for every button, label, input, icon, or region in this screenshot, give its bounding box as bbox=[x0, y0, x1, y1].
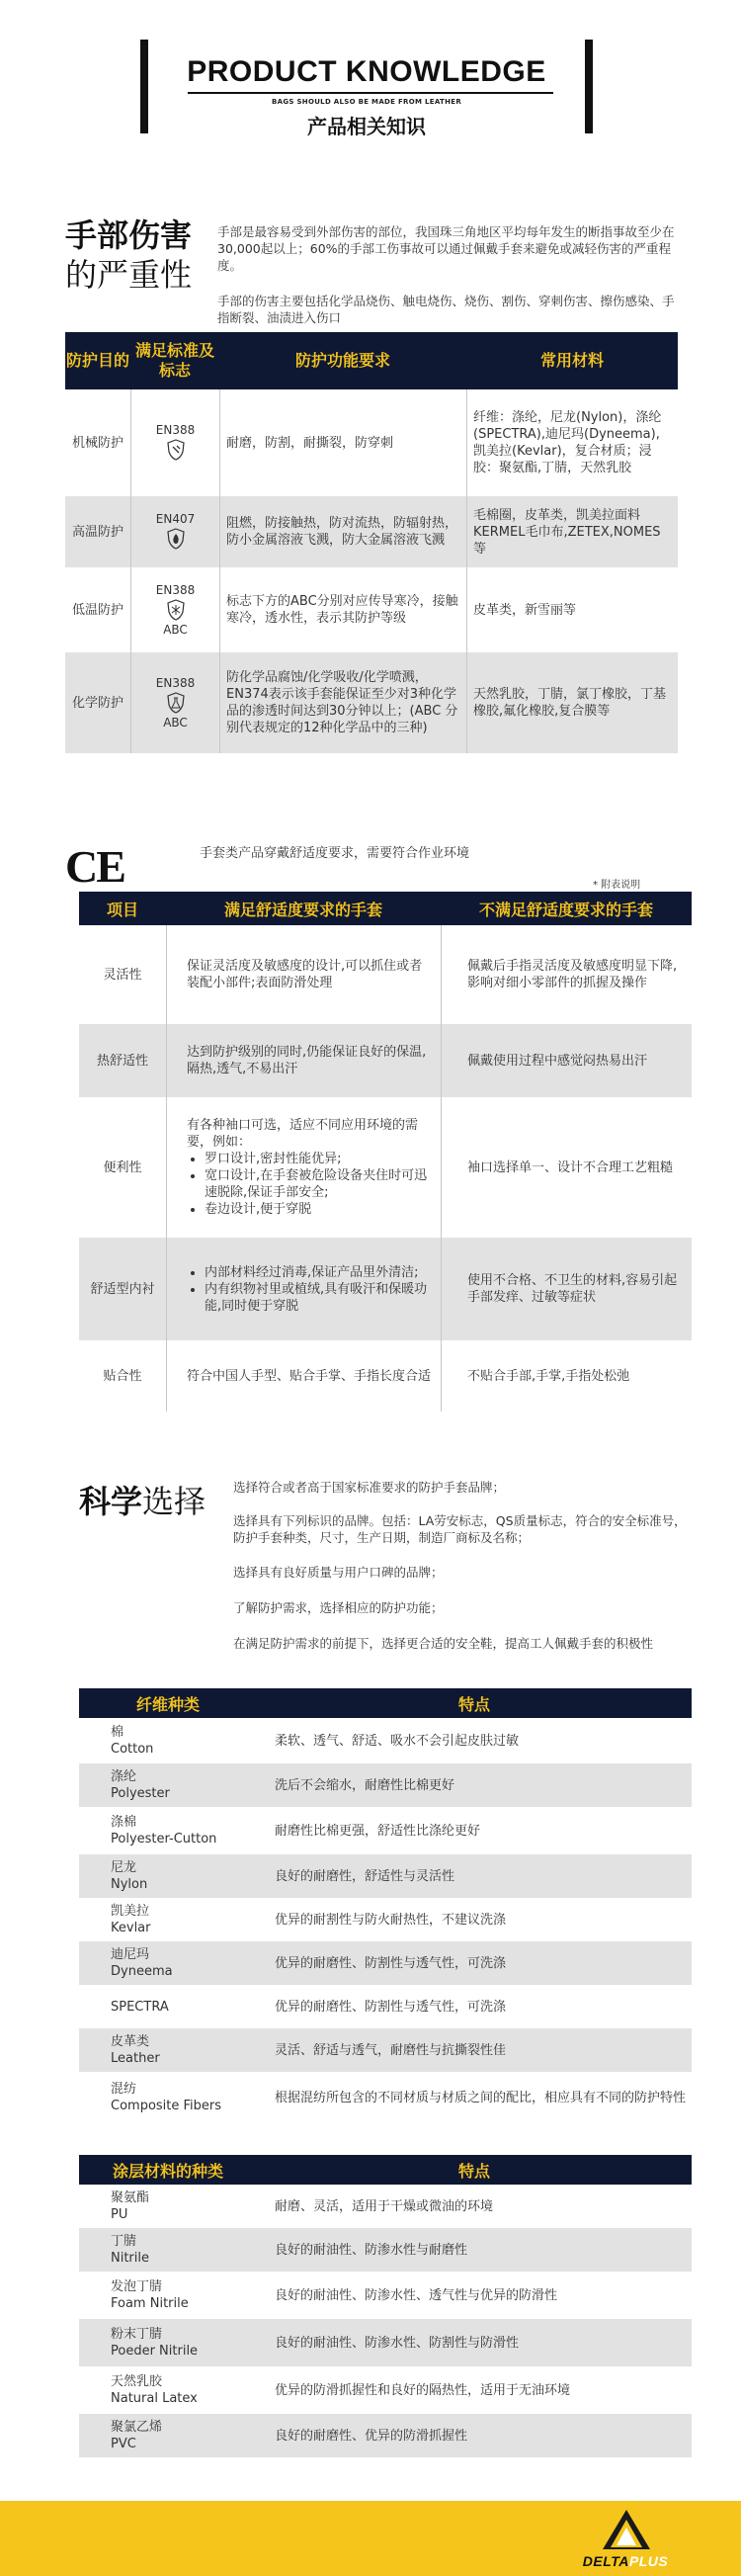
table-row bbox=[79, 1718, 692, 1763]
good-text: 达到防护级别的同时,仍能保证良好的保温,隔热,透气,不易出汗 bbox=[187, 1045, 427, 1076]
feature-cell: 优异的耐磨性、防割性与透气性，可洗涤 bbox=[275, 1999, 507, 2015]
item-cell: 舒适型内衬 bbox=[90, 1281, 155, 1297]
feature-cell: 优异的耐磨性、防割性与透气性，可洗涤 bbox=[275, 1955, 507, 1971]
bad-cell: 佩戴后手指灵活度及敏感度明显下降,影响对细小零部件的抓握及操作 bbox=[441, 925, 692, 1024]
type-name-en: Polyester-Cutton bbox=[111, 1832, 217, 1846]
type-name-cn: 粉末丁腈 bbox=[111, 2327, 163, 2342]
section2-note: * 附表说明 bbox=[593, 880, 641, 891]
type-cell bbox=[79, 2272, 257, 2319]
type-name-en: Dyneema bbox=[111, 1964, 173, 1979]
standard-cell bbox=[130, 496, 219, 567]
good-bullet: • 卷边设计,便于穿脱 bbox=[205, 1201, 433, 1218]
table-row bbox=[79, 2414, 692, 2457]
page-header bbox=[0, 0, 741, 148]
table-row bbox=[79, 1238, 692, 1340]
section3-paragraph: 了解防护需求，选择相应的防护功能； bbox=[233, 1600, 444, 1615]
standard-code: EN388 bbox=[155, 423, 196, 437]
type-cell bbox=[79, 1718, 257, 1763]
good-cell bbox=[166, 1340, 441, 1412]
section3-paragraph: 选择符合或者高于国家标准要求的防护手套品牌； bbox=[233, 1480, 506, 1495]
section1-paragraph-2: 手部的伤害主要包括化学品烧伤、触电烧伤、烧伤、割伤、穿刺伤害、擦伤感染、手指断裂、油渍进入伤口 bbox=[217, 294, 675, 325]
purpose-cell: 高温防护 bbox=[71, 524, 124, 540]
table-header bbox=[65, 332, 678, 389]
table-row bbox=[79, 2185, 692, 2228]
requirement-cell: 标志下方的ABC分别对应传导寒冷，接触寒冷，透水性，表示其防护等级 bbox=[219, 567, 466, 652]
header-cell: 特点 bbox=[457, 2161, 490, 2181]
section1-title-light: 的严重性 bbox=[65, 256, 193, 294]
type-name-en: Leather bbox=[111, 2051, 160, 2066]
feature-cell: 耐磨、灵活，适用于干燥或微油的环境 bbox=[275, 2198, 494, 2214]
requirement-cell: 耐磨，防割，耐撕裂，防穿刺 bbox=[219, 389, 466, 496]
type-name-cn: 发泡丁腈 bbox=[111, 2279, 163, 2294]
fiber-table bbox=[79, 1688, 692, 2123]
good-cell bbox=[166, 925, 441, 1024]
type-name-en: Poeder Nitrile bbox=[111, 2344, 199, 2359]
comfort-table bbox=[79, 892, 692, 1412]
type-name-en: SPECTRA bbox=[111, 1999, 169, 2015]
feature-cell: 良好的耐磨性，舒适性与灵活性 bbox=[275, 1868, 455, 1884]
good-cell bbox=[166, 1024, 441, 1097]
good-bullet: • 罗口设计,密封性能优异; bbox=[205, 1151, 433, 1167]
table-row bbox=[65, 389, 678, 496]
coating-table bbox=[79, 2155, 692, 2457]
type-name-cn: 天然乳胶 bbox=[111, 2374, 163, 2389]
table-row bbox=[79, 1898, 692, 1941]
type-name-en: Nitrile bbox=[111, 2251, 149, 2266]
requirement-cell: 阻燃，防接触热，防对流热，防辐射热，防小金属溶液飞溅，防大金属溶液飞溅 bbox=[219, 496, 466, 567]
header-cell: 不满足舒适度要求的手套 bbox=[478, 900, 653, 919]
type-name-en: Natural Latex bbox=[111, 2391, 198, 2406]
shield-snowflake-icon bbox=[166, 599, 186, 621]
section3-paragraph: 选择具有下列标识的品牌。包括：LA劳安标志，QS质量标志，符合的安全标准号，防护手套种类，尺寸，生产日期，制造厂商标及名称； bbox=[233, 1513, 687, 1545]
good-text: 符合中国人手型、贴合手掌、手指长度合适 bbox=[187, 1368, 432, 1384]
table-row bbox=[65, 652, 678, 753]
bad-cell: 佩戴使用过程中感觉闷热易出汗 bbox=[441, 1024, 692, 1097]
feature-cell: 优异的防滑抓握性和良好的隔热性，适用于无油环境 bbox=[275, 2382, 571, 2398]
feature-cell: 洗后不会缩水，耐磨性比棉更好 bbox=[275, 1777, 455, 1793]
table-row bbox=[79, 1340, 692, 1412]
feature-cell: 灵活、舒适与透气，耐磨性与抗撕裂性佳 bbox=[275, 2042, 507, 2058]
section1-paragraph-1: 手部是最容易受到外部伤害的部位，我国珠三角地区平均每年发生的断指事故至少在30,000起以上；60%的手部工伤事故可以通过佩戴手套来避免或减轻伤害的严重程度。 bbox=[217, 224, 675, 273]
section1-title-bold: 手部伤害 bbox=[65, 216, 193, 254]
standard-cell bbox=[130, 389, 219, 496]
type-cell bbox=[79, 2319, 257, 2366]
type-cell bbox=[79, 2028, 257, 2072]
good-text: 有各种袖口可选，适应不同应用环境的需要，例如： bbox=[187, 1118, 419, 1150]
type-name-en: Foam Nitrile bbox=[111, 2296, 189, 2311]
feature-cell: 柔软、透气、舒适、吸水不会引起皮肤过敏 bbox=[275, 1733, 520, 1749]
type-cell bbox=[79, 1854, 257, 1898]
bad-cell: 袖口选择单一、设计不合理工艺粗糙 bbox=[441, 1097, 692, 1238]
type-name-cn: 聚氨酯 bbox=[111, 2190, 150, 2205]
table-row bbox=[79, 2319, 692, 2366]
header-divider bbox=[188, 92, 553, 94]
table-row bbox=[79, 1807, 692, 1854]
feature-cell: 优异的耐割性与防火耐热性，不建议洗涤 bbox=[275, 1912, 507, 1928]
table-row bbox=[79, 1854, 692, 1898]
type-cell bbox=[79, 2228, 257, 2272]
type-name-cn: 涤纶 bbox=[111, 1769, 137, 1784]
section3-title-light: 选择 bbox=[142, 1483, 206, 1520]
header-cell: 项目 bbox=[106, 900, 138, 919]
purpose-cell: 化学防护 bbox=[71, 695, 124, 711]
type-name-cn: 丁腈 bbox=[111, 2234, 137, 2249]
type-name-cn: 棉 bbox=[111, 1725, 124, 1740]
section3-paragraph: 在满足防护需求的前提下，选择更合适的安全鞋，提高工人佩戴手套的积极性 bbox=[233, 1636, 654, 1651]
table-row bbox=[65, 496, 678, 567]
materials-cell: 天然乳胶，丁腈，氯丁橡胶，丁基橡胶,氟化橡胶,复合膜等 bbox=[466, 652, 678, 753]
item-cell: 热舒适性 bbox=[96, 1053, 148, 1069]
feature-cell: 耐磨性比棉更强，舒适性比涤纶更好 bbox=[275, 1823, 481, 1839]
header-cell: 防护功能要求 bbox=[294, 351, 390, 370]
type-cell bbox=[79, 1763, 257, 1807]
type-name-cn: 涤棉 bbox=[111, 1815, 137, 1830]
type-cell bbox=[79, 1898, 257, 1941]
type-cell bbox=[79, 1941, 257, 1985]
bad-cell: 不贴合手部,手掌,手指处松弛 bbox=[441, 1340, 692, 1412]
good-cell bbox=[166, 1238, 441, 1340]
brand-logo bbox=[561, 2510, 690, 2569]
requirement-cell: 防化学品腐蚀/化学吸收/化学喷溅，EN374表示该手套能保证至少对3种化学品的渗透时间达到30分钟以上；(ABC 分别代表规定的12种化学品中的三种) bbox=[219, 652, 466, 753]
table-row bbox=[79, 2028, 692, 2072]
good-text: 保证灵活度及敏感度的设计,可以抓住或者装配小部件;表面防滑处理 bbox=[187, 959, 423, 990]
good-bullet: • 内有织物衬里或植绒,具有吸汗和保暖功能,同时便于穿脱 bbox=[205, 1281, 433, 1315]
type-name-en: Cotton bbox=[111, 1742, 154, 1757]
standard-cell bbox=[130, 567, 219, 652]
type-cell bbox=[79, 2072, 257, 2123]
table-row bbox=[79, 2366, 692, 2414]
purpose-cell: 低温防护 bbox=[71, 602, 124, 618]
header-title-cn: 产品相关知识 bbox=[307, 115, 426, 138]
section3-paragraph: 选择具有良好质量与用户口碑的品牌； bbox=[233, 1565, 444, 1580]
table-header bbox=[79, 1688, 692, 1718]
purpose-cell: 机械防护 bbox=[71, 435, 124, 451]
type-cell bbox=[79, 2366, 257, 2414]
table-row bbox=[65, 567, 678, 652]
ce-mark: CE bbox=[65, 841, 124, 892]
header-subtitle-en: BAGS SHOULD ALSO BE MADE FROM LEATHER bbox=[271, 98, 462, 106]
header-cell: 满足标准及标志 bbox=[134, 341, 214, 380]
type-name-cn: 凯美拉 bbox=[111, 1904, 150, 1919]
good-bullet: • 内部材料经过消毒,保证产品里外清洁; bbox=[205, 1264, 433, 1281]
abc-label: ABC bbox=[163, 716, 188, 730]
hand-injury-table bbox=[65, 332, 678, 753]
item-cell: 便利性 bbox=[103, 1159, 142, 1175]
standard-code: EN388 bbox=[155, 676, 196, 690]
type-name-en: Polyester bbox=[111, 1786, 170, 1801]
delta-triangle-icon bbox=[603, 2510, 650, 2549]
header-cell: 纤维种类 bbox=[135, 1694, 200, 1714]
shield-hammer-icon bbox=[166, 439, 186, 461]
feature-cell: 良好的耐油性、防渗水性、透气性与优异的防滑性 bbox=[275, 2287, 558, 2303]
good-cell bbox=[166, 1097, 441, 1238]
section1-title bbox=[65, 215, 192, 295]
materials-cell: 毛棉圈，皮革类，凯美拉面料KERMEL毛巾布,ZETEX,NOMES等 bbox=[466, 496, 678, 567]
header-cell: 特点 bbox=[457, 1694, 490, 1714]
section3-title-bold: 科学 bbox=[79, 1483, 143, 1520]
section3-title bbox=[79, 1477, 206, 1522]
item-cell: 贴合性 bbox=[103, 1368, 142, 1384]
header-title-en: PRODUCT KNOWLEDGE bbox=[187, 55, 546, 88]
header-cell: 防护目的 bbox=[65, 351, 129, 370]
header-cell: 涂层材料的种类 bbox=[112, 2161, 223, 2181]
shield-flask-icon bbox=[166, 692, 186, 714]
brand-name bbox=[561, 2553, 690, 2569]
table-header bbox=[79, 2155, 692, 2185]
table-row bbox=[79, 2272, 692, 2319]
abc-label: ABC bbox=[163, 623, 188, 637]
table-row bbox=[79, 925, 692, 1024]
standard-code: EN388 bbox=[155, 583, 196, 597]
type-name-en: Nylon bbox=[111, 1877, 148, 1892]
type-name-en: PVC bbox=[111, 2437, 136, 2451]
brand-name-b: PLUS bbox=[628, 2553, 669, 2569]
table-row bbox=[79, 1985, 692, 2028]
type-cell bbox=[79, 2414, 257, 2457]
type-name-cn: 迪尼玛 bbox=[111, 1947, 150, 1962]
feature-cell: 良好的耐磨性、优异的防滑抓握性 bbox=[275, 2428, 468, 2444]
good-bullet: • 宽口设计,在手套被危险设备夹住时可迅速脱除,保证手部安全; bbox=[205, 1167, 433, 1201]
table-row bbox=[79, 1024, 692, 1097]
table-row bbox=[79, 1097, 692, 1238]
type-cell bbox=[79, 1985, 257, 2028]
type-name-en: Composite Fibers bbox=[111, 2099, 222, 2113]
feature-cell: 良好的耐油性、防渗水性、防割性与防滑性 bbox=[275, 2335, 520, 2351]
feature-cell: 良好的耐油性、防渗水性与耐磨性 bbox=[275, 2242, 468, 2258]
table-row bbox=[79, 2072, 692, 2123]
table-header bbox=[79, 892, 692, 925]
type-cell bbox=[79, 1807, 257, 1854]
type-name-cn: 聚氯乙烯 bbox=[111, 2420, 163, 2435]
feature-cell: 根据混纺所包含的不同材质与材质之间的配比，相应具有不同的防护特性 bbox=[275, 2090, 687, 2105]
standard-cell bbox=[130, 652, 219, 753]
shield-flame-icon bbox=[166, 528, 186, 550]
type-name-cn: 尼龙 bbox=[111, 1860, 137, 1875]
header-cell: 满足舒适度要求的手套 bbox=[223, 900, 382, 919]
type-name-en: Kevlar bbox=[111, 1921, 151, 1935]
bad-cell: 使用不合格、不卫生的材料,容易引起手部发痒、过敏等症状 bbox=[441, 1238, 692, 1340]
section2-intro: 手套类产品穿戴舒适度要求，需要符合作业环境 bbox=[200, 846, 470, 861]
header-left-bar bbox=[140, 40, 148, 133]
table-row bbox=[79, 2228, 692, 2272]
table-row bbox=[79, 1763, 692, 1807]
table-row bbox=[79, 1941, 692, 1985]
header-cell: 常用材料 bbox=[539, 351, 604, 370]
materials-cell: 皮革类，新雪丽等 bbox=[466, 567, 678, 652]
type-cell bbox=[79, 2185, 257, 2228]
type-name-cn: 混纺 bbox=[111, 2082, 137, 2097]
item-cell: 灵活性 bbox=[103, 967, 142, 983]
standard-code: EN407 bbox=[155, 512, 196, 526]
type-name-cn: 皮革类 bbox=[111, 2034, 150, 2049]
brand-name-a: DELTA bbox=[582, 2553, 629, 2569]
header-right-bar bbox=[585, 40, 593, 133]
type-name-en: PU bbox=[111, 2207, 128, 2222]
materials-cell: 纤维：涤纶，尼龙(Nylon)，涤纶(SPECTRA),迪尼玛(Dyneema),凯美拉(Kevlar)，复合材质；浸胶：聚氨酯,丁腈，天然乳胶 bbox=[466, 389, 678, 496]
